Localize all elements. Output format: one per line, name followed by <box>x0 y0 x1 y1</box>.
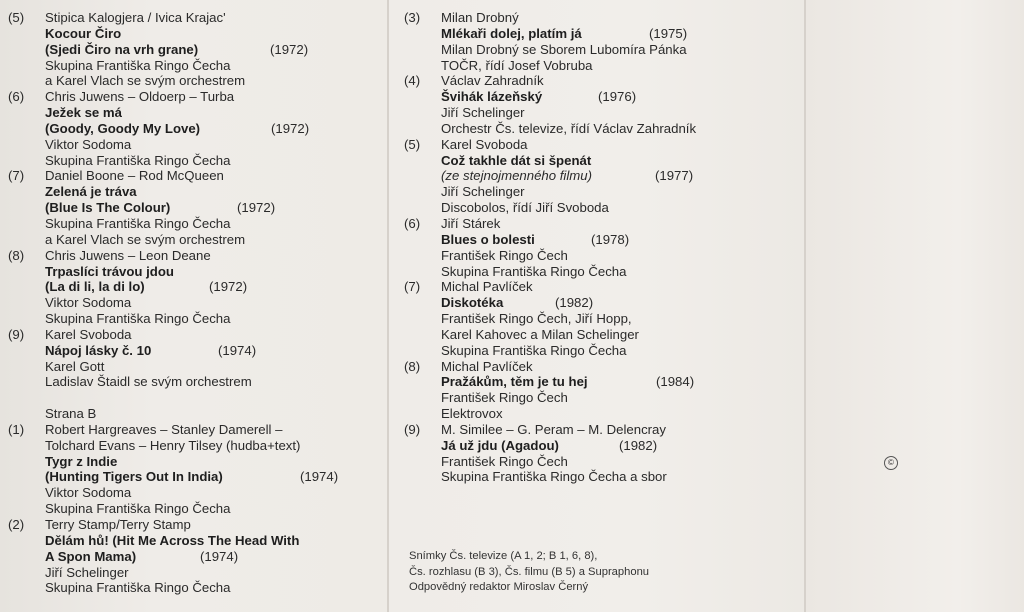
track-year: (1975) <box>649 25 688 41</box>
track-author: (5) Karel Svoboda <box>404 136 528 152</box>
track-subtitle: (ze stejnojmenného filmu) (1977) <box>441 168 694 184</box>
credits-line: Čs. rozhlasu (B 3), Čs. filmu (B 5) a Supraphonu <box>409 565 650 578</box>
track-performer: Skupina Františka Ringo Čecha <box>45 580 231 596</box>
track-performer: Skupina Františka Ringo Čecha <box>45 152 231 168</box>
track-title: (Blue Is The Colour) (1972) <box>45 200 276 216</box>
track-year: (1977) <box>655 168 694 184</box>
credits-line: Snímky Čs. televize (A 1, 2; B 1, 6, 8), <box>409 550 598 562</box>
track-performer: Skupina Františka Ringo Čecha <box>441 342 627 358</box>
track-performer: Karel Kahovec a Milan Schelinger <box>441 326 639 342</box>
track-performer: Elektrovox <box>441 406 503 422</box>
track-performer: Viktor Sodoma <box>45 485 132 501</box>
track-year: (1976) <box>598 89 637 105</box>
track-title: Což takhle dát si špenát <box>441 152 592 168</box>
track-number: (8) <box>8 247 25 263</box>
track-author: (2) Terry Stamp/Terry Stamp <box>8 517 191 532</box>
track-author: (5) Stipica Kalogjera / Ivica Krajac' <box>8 10 226 25</box>
track-performer: Viktor Sodoma <box>45 295 132 311</box>
track-title: (La di li, la di lo) (1972) <box>45 279 248 295</box>
track-performer: Skupina Františka Ringo Čecha a sbor <box>441 469 667 485</box>
track-performer: Karel Gott <box>45 358 105 374</box>
track-performer: František Ringo Čech <box>441 247 568 263</box>
track-performer: a Karel Vlach se svým orchestrem <box>45 73 246 89</box>
track-author: (1) Robert Hargreaves – Stanley Damerell – <box>8 421 283 437</box>
track-year: (1974) <box>218 342 257 358</box>
tracklist-left <box>8 10 383 596</box>
track-performer: Jiří Schelinger <box>441 105 525 121</box>
track-performer: Viktor Sodoma <box>45 136 132 152</box>
track-year: (1978) <box>591 231 630 247</box>
track-performer: František Ringo Čech <box>441 453 568 469</box>
track-year: (1974) <box>300 469 339 485</box>
track-number: (1) <box>8 421 25 437</box>
track-title: Mlékaři dolej, platím já (1975) <box>441 25 688 41</box>
track-number: (6) <box>8 89 25 105</box>
track-performer: František Ringo Čech <box>441 390 568 406</box>
track-title: Dělám hů! (Hit Me Across The Head With <box>45 532 300 548</box>
track-title: Já už jdu (Agadou) (1982) <box>441 437 658 453</box>
track-number: (3) <box>404 10 421 25</box>
track-title: Pražákům, těm je tu hej (1984) <box>441 374 695 390</box>
track-author: (9) M. Similee – G. Peram – M. Delencray <box>404 421 666 437</box>
track-performer: a Karel Vlach se svým orchestrem <box>45 231 246 247</box>
track-author: (6) Jiří Stárek <box>404 215 501 231</box>
track-number: (2) <box>8 517 25 532</box>
track-title: Švihák lázeňský (1976) <box>441 89 637 105</box>
copyright-icon: © <box>884 456 898 470</box>
track-year: (1972) <box>237 200 276 216</box>
track-title: Blues o bolesti (1978) <box>441 231 630 247</box>
track-author: (8) Michal Pavlíček <box>404 358 533 374</box>
track-performer: Skupina Františka Ringo Čecha <box>45 311 231 327</box>
track-performer: Discobolos, řídí Jiří Svoboda <box>441 200 609 216</box>
track-number: (7) <box>8 168 25 184</box>
track-author: Tolchard Evans – Henry Tilsey (hudba+text) <box>45 437 301 453</box>
credits-block <box>409 549 649 596</box>
track-performer: Skupina Františka Ringo Čecha <box>45 215 231 231</box>
track-title: (Sjedi Čiro na vrh grane) (1972) <box>45 41 309 57</box>
track-performer: TOČR, řídí Josef Vobruba <box>441 57 593 73</box>
track-number: (5) <box>8 10 25 25</box>
track-title: Nápoj lásky č. 10 (1974) <box>45 342 257 358</box>
track-performer: Jiří Schelinger <box>45 564 129 580</box>
track-year: (1972) <box>271 120 310 136</box>
track-performer: Skupina Františka Ringo Čecha <box>45 501 231 517</box>
track-performer: Orchestr Čs. televize, řídí Václav Zahradník <box>441 120 697 136</box>
track-author: (7) Michal Pavlíček <box>404 279 533 295</box>
track-performer: Skupina Františka Ringo Čecha <box>441 263 627 279</box>
track-number: (8) <box>404 358 421 374</box>
credits-line: Odpovědný redaktor Miroslav Černý <box>409 581 589 593</box>
track-title: Tygr z Indie <box>45 453 118 469</box>
track-year: (1984) <box>656 374 695 390</box>
track-number: (4) <box>404 73 421 89</box>
track-title: Kocour Čiro <box>45 25 122 41</box>
track-title: (Goody, Goody My Love) (1972) <box>45 120 310 136</box>
track-performer: Ladislav Štaidl se svým orchestrem <box>45 374 252 390</box>
track-year: (1982) <box>555 295 594 311</box>
track-year: (1972) <box>270 41 309 57</box>
track-title: Diskotéka (1982) <box>441 295 594 311</box>
track-author: (8) Chris Juwens – Leon Deane <box>8 247 211 263</box>
track-performer: Milan Drobný se Sborem Lubomíra Pánka <box>441 41 687 57</box>
track-title: Zelená je tráva <box>45 184 137 200</box>
track-author: (7) Daniel Boone – Rod McQueen <box>8 168 224 184</box>
track-year: (1982) <box>619 437 658 453</box>
track-year: (1972) <box>209 279 248 295</box>
side-b-heading: Strana B <box>45 406 97 422</box>
track-author: (9) Karel Svoboda <box>8 326 132 342</box>
track-number: (7) <box>404 279 421 295</box>
track-performer: Skupina Františka Ringo Čecha <box>45 57 231 73</box>
track-number: (9) <box>8 326 25 342</box>
track-author: (6) Chris Juwens – Oldoerp – Turba <box>8 89 235 105</box>
track-title: (Hunting Tigers Out In India) (1974) <box>45 469 339 485</box>
track-number: (6) <box>404 215 421 231</box>
track-performer: František Ringo Čech, Jiří Hopp, <box>441 311 632 327</box>
tracklist-middle <box>404 10 799 485</box>
track-performer: Jiří Schelinger <box>441 184 525 200</box>
track-title: Trpaslíci trávou jdou <box>45 263 174 279</box>
track-number: (5) <box>404 136 421 152</box>
right-panel <box>806 0 1024 612</box>
track-author: (3) Milan Drobný <box>404 10 519 25</box>
track-title: Ježek se má <box>45 105 122 121</box>
track-title: A Spon Mama) (1974) <box>45 548 239 564</box>
track-number: (9) <box>404 421 421 437</box>
track-year: (1974) <box>200 548 239 564</box>
track-author: (4) Václav Zahradník <box>404 73 544 89</box>
